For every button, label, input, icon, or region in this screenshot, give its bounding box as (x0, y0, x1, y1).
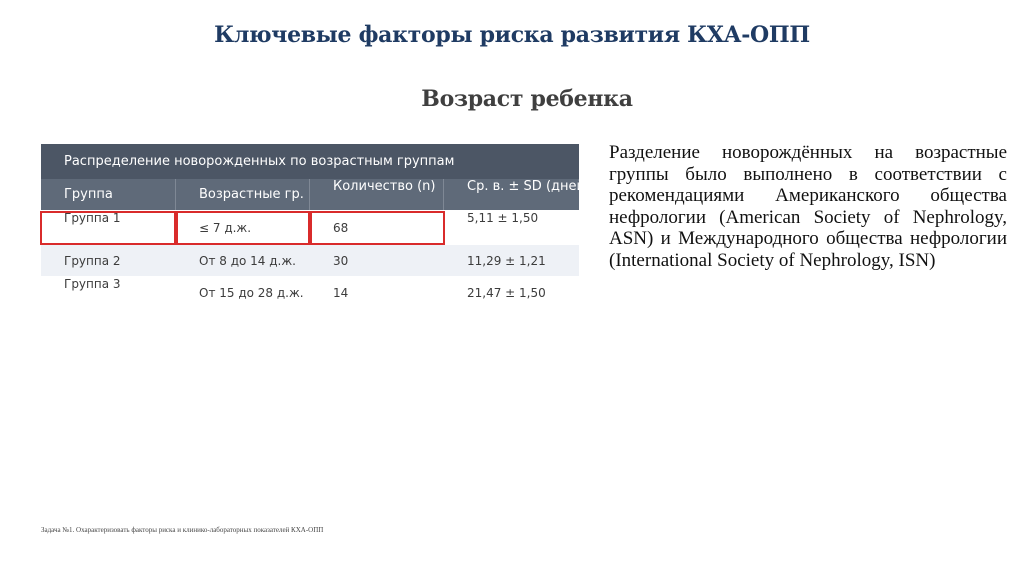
cell-mean: 5,11 ± 1,50 (467, 211, 539, 225)
cell-mean: 11,29 ± 1,21 (467, 254, 546, 268)
cell-age: От 15 до 28 д.ж. (199, 286, 304, 300)
table-caption: Распределение новорожденных по возрастным группам (41, 144, 579, 179)
slide-subtitle: Возраст ребенка (421, 86, 633, 112)
column-header-count: Количество (n) (333, 179, 436, 194)
cell-group: Группа 1 (64, 211, 121, 225)
cell-group: Группа 3 (64, 277, 121, 291)
highlight-box-count (310, 211, 445, 245)
cell-count: 68 (333, 221, 349, 235)
highlight-box-group (40, 211, 176, 245)
description-text: Разделение новорождённых на возрастные группы было выполнено в соответствии с рекомендациями Американского общества нефрологии (American Society of Nephrology, ASN) и Международного общества нефрологии (International Society of Nephrology, ISN) (609, 142, 1007, 271)
column-header-group: Группа (64, 187, 113, 202)
table-row (41, 276, 579, 311)
footnote: Задача №1. Охарактеризовать факторы риска и клинико-лабораторных показателей КХА-ОПП (41, 526, 324, 534)
cell-group: Группа 2 (64, 254, 121, 268)
highlight-box-age (176, 211, 310, 245)
cell-age: От 8 до 14 д.ж. (199, 254, 296, 268)
table-header-row (41, 179, 591, 210)
cell-count: 30 (333, 254, 349, 268)
table-row (41, 245, 579, 276)
column-divider (309, 179, 310, 210)
cell-mean: 21,47 ± 1,50 (467, 286, 546, 300)
cell-age: ≤ 7 д.ж. (199, 221, 252, 235)
column-header-age: Возрастные гр. (199, 187, 304, 202)
slide-title: Ключевые факторы риска развития КХА-ОПП (214, 22, 810, 48)
column-divider (443, 179, 444, 210)
column-header-mean: Ср. в. ± SD (дней) (467, 179, 591, 194)
cell-count: 14 (333, 286, 349, 300)
column-divider (175, 179, 176, 210)
